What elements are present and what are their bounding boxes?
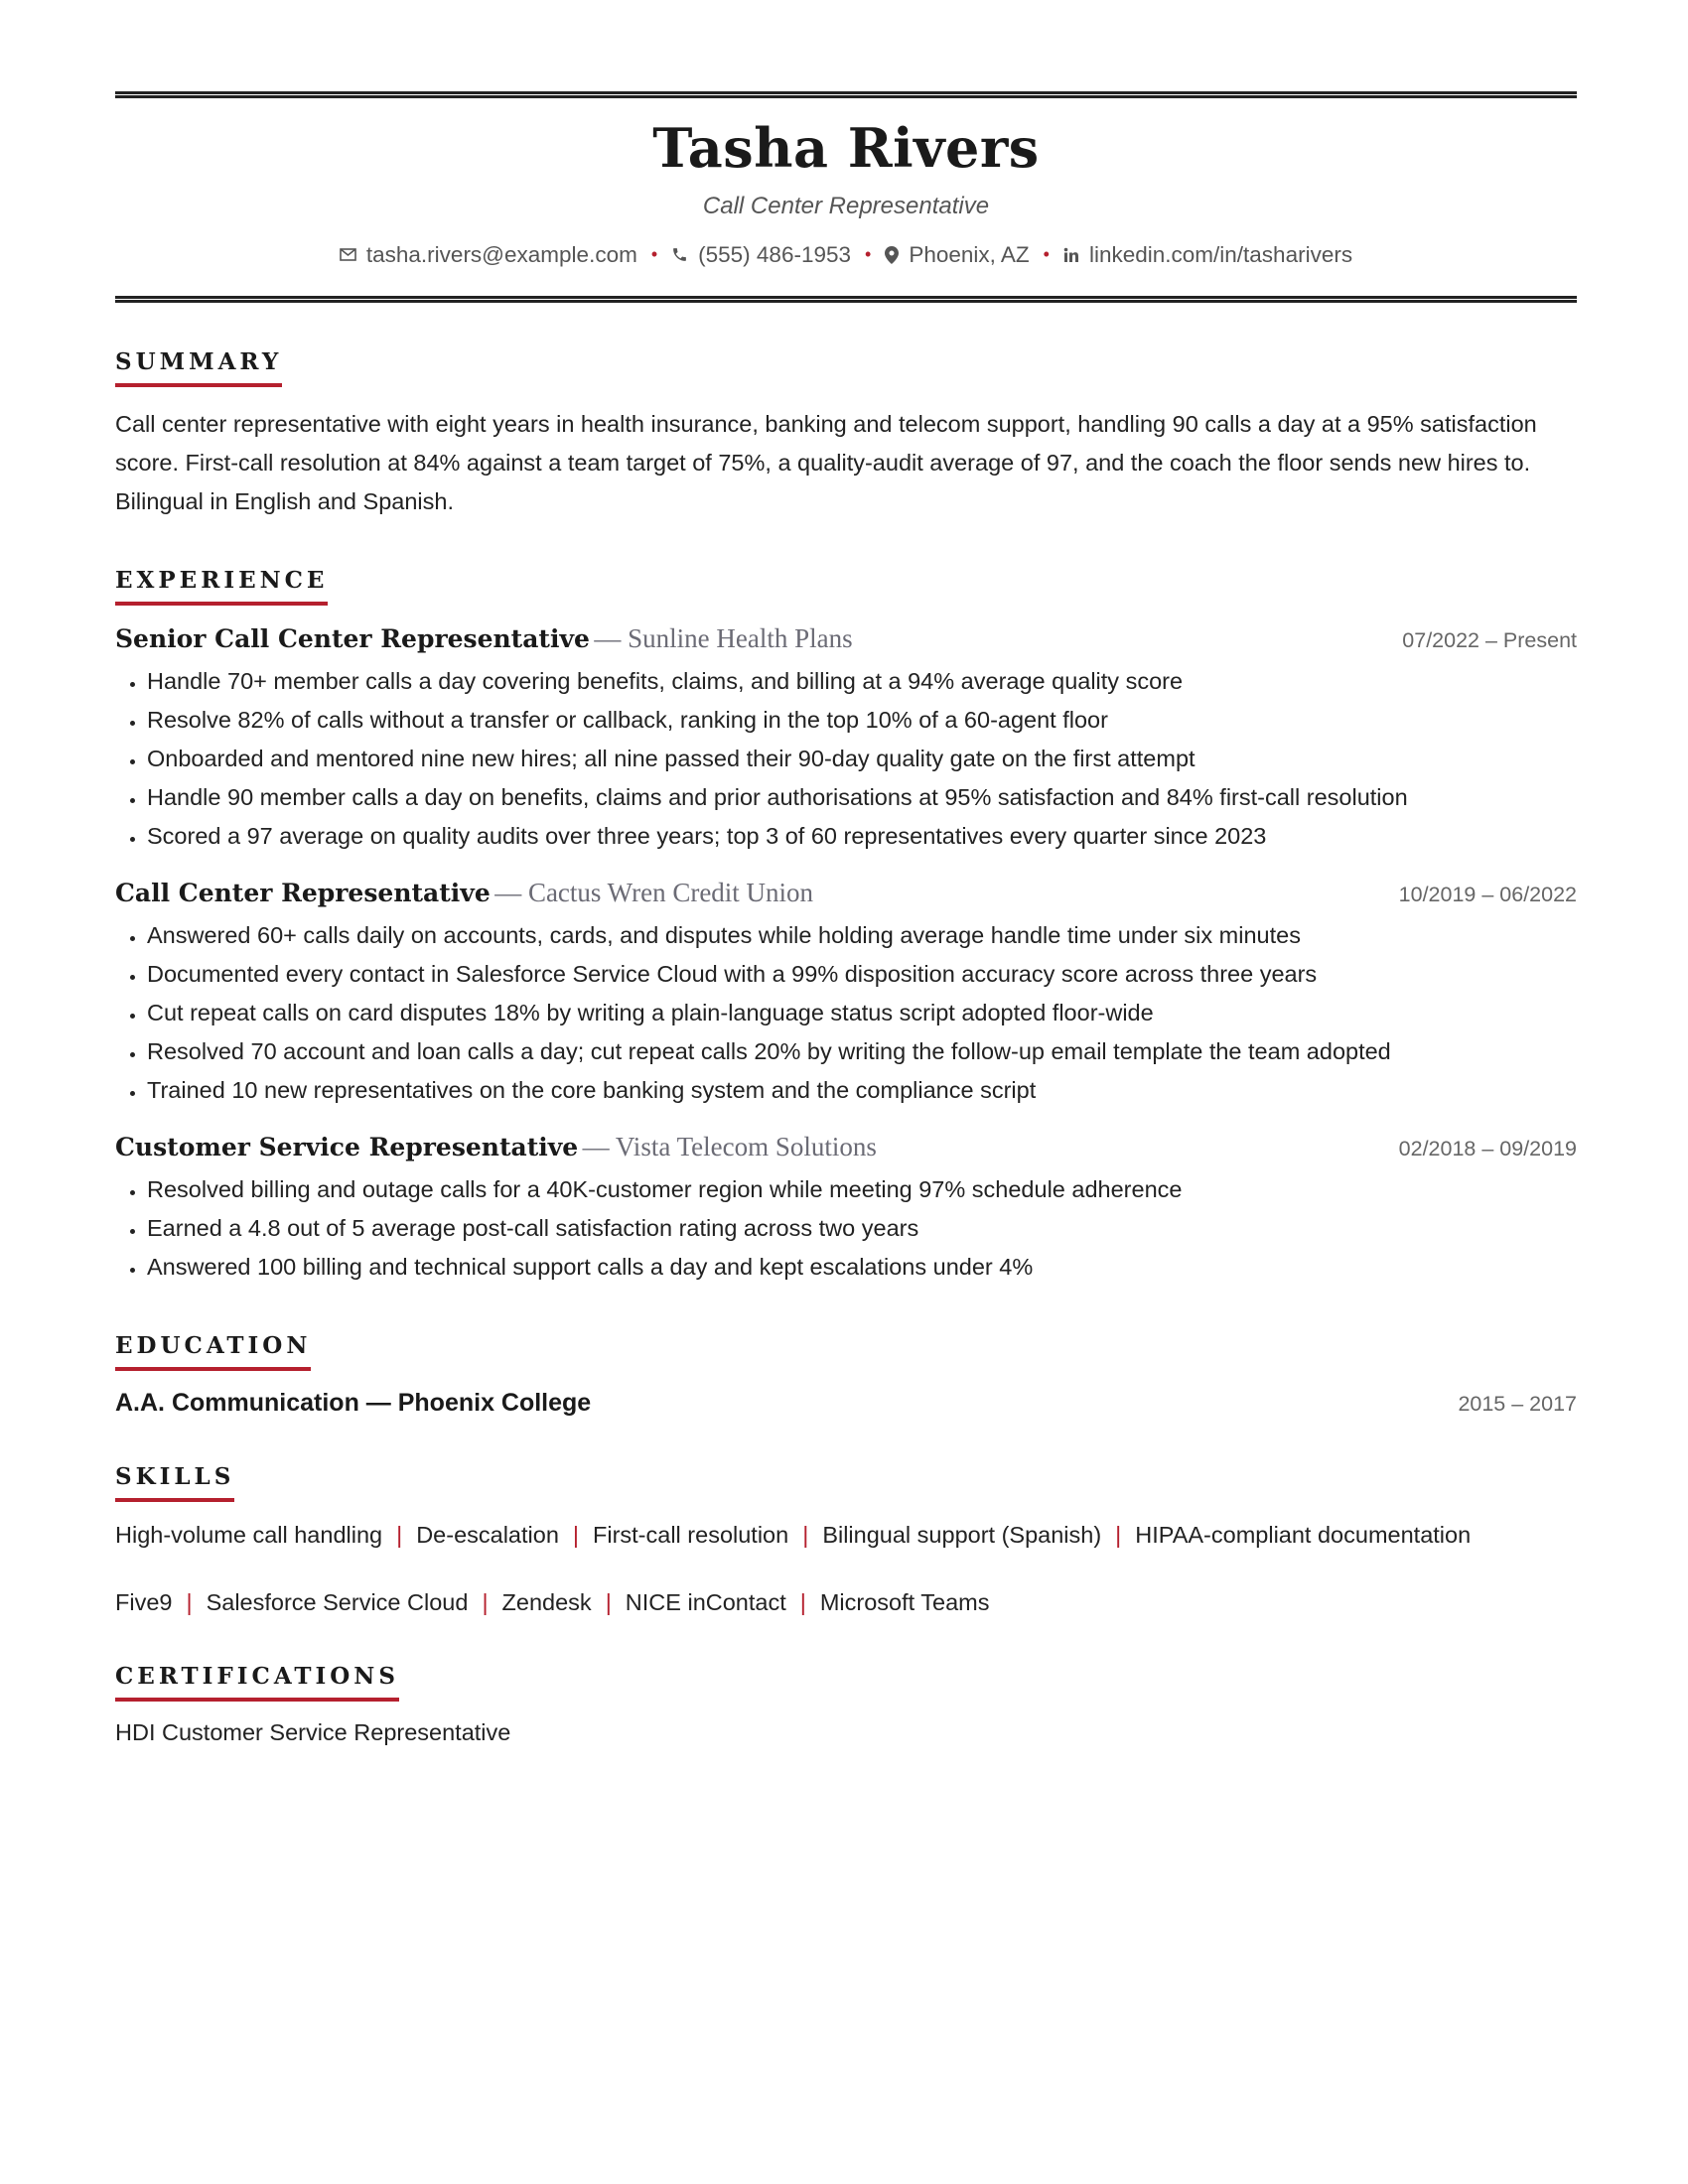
candidate-title: Call Center Representative <box>702 192 990 219</box>
contact-location <box>885 242 1029 268</box>
skill-item: Five9 <box>115 1588 173 1615</box>
resume-page <box>115 91 1577 1746</box>
bullet-item: • Resolved 70 account and loan calls a day; cut repeat calls 20% by writing the follow-up email template the team adopted <box>147 1032 1577 1071</box>
section-heading: EDUCATION <box>115 1332 311 1371</box>
job-entry <box>115 623 1577 856</box>
skill-separator: | <box>482 1588 489 1615</box>
education-entry <box>115 1389 1577 1418</box>
skill-separator: | <box>802 1521 809 1548</box>
job-role: Call Center Representative <box>115 878 491 907</box>
contact-linkedin-text: linkedin.com/in/tasharivers <box>1088 241 1353 267</box>
job-bullets <box>115 662 1577 856</box>
bullet-item: • Onboarded and mentored nine new hires; all nine passed their 90-day quality gate on the first attempt <box>147 740 1577 778</box>
bullet-item: • Answered 100 billing and technical support calls a day and kept escalations under 4% <box>147 1248 1577 1287</box>
location-pin-icon <box>885 246 899 264</box>
job-list <box>115 623 1577 1287</box>
contact-bar <box>115 242 1577 268</box>
job-entry <box>115 878 1577 1110</box>
bullet-item: • Resolved billing and outage calls for a 40K-customer region while meeting 97% schedule adherence <box>147 1170 1577 1209</box>
skills-section <box>115 1463 1577 1617</box>
job-company: — Sunline Health Plans <box>594 622 853 653</box>
skill-item: Zendesk <box>501 1588 592 1615</box>
contact-separator: • <box>1043 244 1050 265</box>
experience-section <box>115 567 1577 1287</box>
bullet-item: • Cut repeat calls on card disputes 18% by writing a plain-language status script adopted floor-wide <box>147 994 1577 1032</box>
skill-item: First-call resolution <box>593 1521 789 1548</box>
summary-section <box>115 348 1577 521</box>
contact-email[interactable] <box>340 242 637 268</box>
bullet-item: • Earned a 4.8 out of 5 average post-call satisfaction rating across two years <box>147 1209 1577 1248</box>
skill-item: Salesforce Service Cloud <box>206 1588 469 1615</box>
contact-email-text: tasha.rivers@example.com <box>365 241 637 267</box>
bullet-item: • Handle 90 member calls a day on benefits, claims and prior authorisations at 95% satisfaction and 84% first-call resolution <box>147 778 1577 817</box>
certification-item: HDI Customer Service Representative <box>115 1718 511 1745</box>
contact-separator: • <box>650 244 658 265</box>
skill-item: Bilingual support (Spanish) <box>822 1521 1102 1548</box>
phone-icon <box>671 246 688 263</box>
job-dates: 10/2019 – 06/2022 <box>1398 882 1577 906</box>
section-heading: SKILLS <box>115 1463 234 1502</box>
mail-icon <box>340 248 356 261</box>
skill-item: HIPAA-compliant documentation <box>1135 1521 1472 1548</box>
bullet-item: • Answered 60+ calls daily on accounts, cards, and disputes while holding average handle time under six minutes <box>147 916 1577 955</box>
summary-text: Call center representative with eight years in health insurance, banking and telecom support, handling 90 calls a day at a 95% satisfaction score. First-call resolution at 84% against a team target of 75%, a quality-audit average of 97, and the coach the floor sends new hires to. Bilingual in English and Spanish. <box>115 410 1537 514</box>
skill-separator: | <box>186 1588 193 1615</box>
bullet-item: • Trained 10 new representatives on the core banking system and the compliance script <box>147 1071 1577 1110</box>
job-bullets <box>115 1170 1577 1287</box>
section-heading: EXPERIENCE <box>115 567 328 606</box>
section-heading: CERTIFICATIONS <box>115 1663 399 1702</box>
linkedin-icon <box>1063 247 1079 263</box>
contact-phone-text: (555) 486-1953 <box>698 241 852 267</box>
job-company: — Cactus Wren Credit Union <box>494 877 814 907</box>
bullet-item: • Documented every contact in Salesforce Service Cloud with a 99% disposition accuracy score across three years <box>147 955 1577 994</box>
job-role: Senior Call Center Representative <box>115 623 590 653</box>
job-dates: 02/2018 – 09/2019 <box>1398 1136 1577 1160</box>
skill-separator: | <box>799 1588 806 1615</box>
skill-item: NICE inContact <box>625 1588 786 1615</box>
skills-line <box>115 1587 1577 1617</box>
contact-linkedin[interactable] <box>1063 242 1352 268</box>
contact-phone[interactable] <box>671 242 851 268</box>
skill-separator: | <box>605 1588 612 1615</box>
job-company: — Vista Telecom Solutions <box>582 1131 877 1161</box>
certifications-section <box>115 1663 1577 1746</box>
skill-separator: | <box>572 1521 579 1548</box>
skill-item: Microsoft Teams <box>819 1588 990 1615</box>
bullet-item: • Resolve 82% of calls without a transfer or callback, ranking in the top 10% of a 60-agent floor <box>147 701 1577 740</box>
job-dates: 07/2022 – Present <box>1402 627 1577 652</box>
header-top-rule <box>115 91 1577 98</box>
education-section <box>115 1332 1577 1418</box>
bullet-item: • Handle 70+ member calls a day covering benefits, claims, and billing at a 94% average quality score <box>147 662 1577 701</box>
skill-separator: | <box>396 1521 403 1548</box>
job-entry <box>115 1132 1577 1287</box>
contact-separator: • <box>865 244 872 265</box>
bullet-item: • Scored a 97 average on quality audits over three years; top 3 of 60 representatives every quarter since 2023 <box>147 817 1577 856</box>
education-degree: A.A. Communication — Phoenix College <box>115 1388 592 1417</box>
job-role: Customer Service Representative <box>115 1132 579 1161</box>
skill-separator: | <box>1115 1521 1122 1548</box>
job-bullets <box>115 916 1577 1110</box>
resume-header <box>115 116 1577 268</box>
candidate-name: Tasha Rivers <box>652 116 1040 180</box>
education-dates: 2015 – 2017 <box>1458 1391 1577 1416</box>
contact-location-text: Phoenix, AZ <box>909 241 1030 267</box>
skill-item: De-escalation <box>416 1521 559 1548</box>
header-bottom-rule <box>115 296 1577 303</box>
section-heading: SUMMARY <box>115 348 282 387</box>
skill-item: High-volume call handling <box>115 1521 383 1548</box>
skills-line <box>115 1520 1577 1550</box>
